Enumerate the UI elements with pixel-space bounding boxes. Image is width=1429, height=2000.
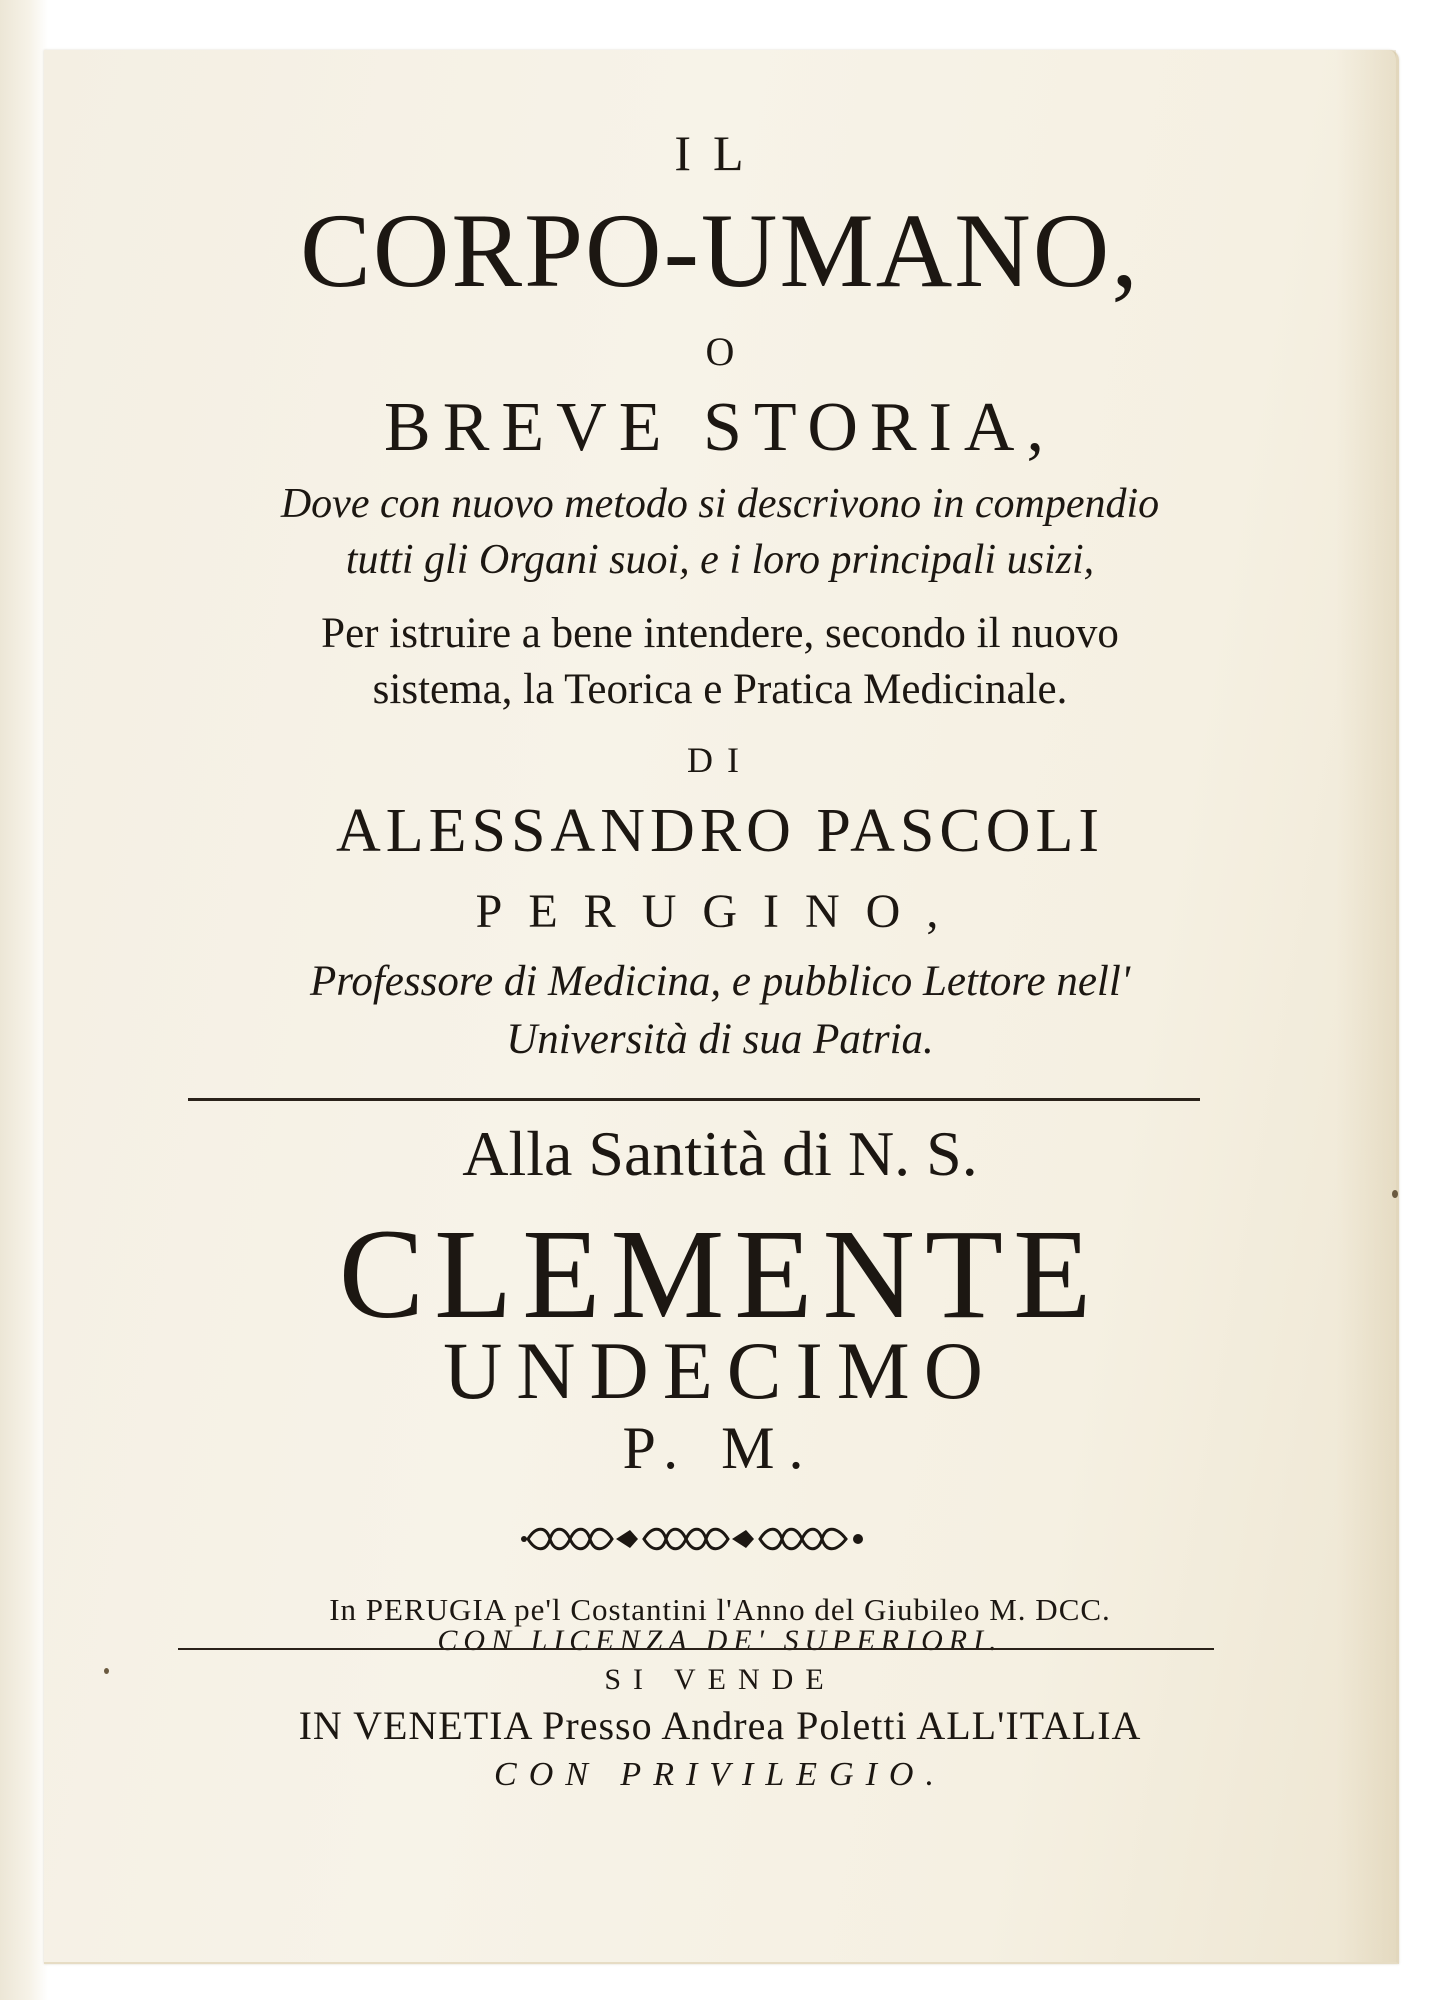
imprint-license: CON LICENZA DE' SUPERIORI. — [437, 1624, 1003, 1657]
dedication-name: CLEMENTE — [338, 1203, 1102, 1345]
subtitle: BREVE STORIA, — [384, 389, 1056, 466]
description-line-3: Per istruire a bene intendere, secondo il nuovo — [321, 610, 1119, 657]
imprint-line-1: In PERUGIA pe'l Costantini l'Anno del Giubileo M. DCC. — [329, 1592, 1111, 1627]
sale-line-2: IN VENETIA Presso Andrea Poletti ALL'ITALIA — [298, 1703, 1142, 1748]
author-by: DI — [687, 740, 753, 780]
dedication-line-1: Alla Santità di N. S. — [462, 1118, 978, 1189]
divider-rule — [188, 1098, 1200, 1101]
description-line-2: tutti gli Organi suoi, e i loro principali usizi, — [345, 537, 1095, 583]
description-line-4: sistema, la Teorica e Pratica Medicinale. — [372, 666, 1068, 713]
author-role-line-2: Università di sua Patria. — [506, 1016, 934, 1063]
author-role-line-1: Professore di Medicina, e pubblico Lettore nell' — [309, 958, 1131, 1005]
title-conjunction: O — [705, 329, 735, 374]
dedication-ordinal: UNDECIMO — [443, 1325, 997, 1416]
author-origin: PERUGINO, — [475, 885, 965, 938]
sale-privilege: CON PRIVILEGIO. — [494, 1756, 946, 1793]
main-title: CORPO-UMANO, — [300, 192, 1140, 309]
ornamental-fleuron-row-icon — [520, 1510, 865, 1568]
author-name: ALESSANDRO PASCOLI — [335, 797, 1105, 865]
imprint-rule — [178, 1648, 1214, 1650]
description-line-1: Dove con nuovo metodo si descrivono in compendio — [280, 481, 1160, 527]
sale-line-1: SI VENDE — [604, 1663, 836, 1696]
title-article: IL — [674, 125, 766, 181]
paper-speck — [104, 1668, 109, 1674]
dedication-title: P. M. — [622, 1415, 818, 1481]
book-binding-edge — [0, 0, 48, 2000]
paper-speck — [1392, 1190, 1398, 1198]
